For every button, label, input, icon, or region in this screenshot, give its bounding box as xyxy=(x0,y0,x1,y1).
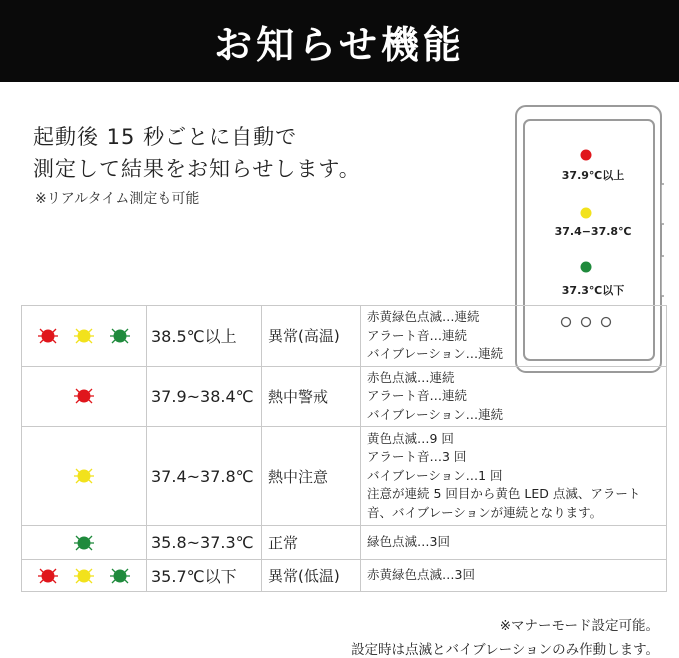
led-green-icon xyxy=(108,324,132,348)
led-red-icon xyxy=(36,564,60,588)
device-led-green xyxy=(581,262,592,273)
notification-actions xyxy=(361,306,667,367)
action-line: 黄色点滅…9 回 xyxy=(367,430,454,446)
notification-actions xyxy=(361,526,667,560)
led-red-icon xyxy=(36,324,60,348)
action-line: 赤黄緑色点滅…3回 xyxy=(367,567,475,583)
footer-note-1: ※マナーモード設定可能。 xyxy=(499,618,659,634)
device-label-high: 37.9℃以上 xyxy=(561,169,625,182)
action-line: アラート音…連続 xyxy=(367,388,468,403)
device-led-yellow xyxy=(581,208,592,219)
status-table xyxy=(21,305,667,592)
action-line: 緑色点滅…3回 xyxy=(367,534,450,550)
device-led-red xyxy=(581,150,592,161)
led-indicator-cell xyxy=(22,427,147,526)
action-line: バイブレーション…連続 xyxy=(367,406,504,422)
intro-line-1: 起動後 15 秒ごとに自動で xyxy=(33,125,298,149)
led-green-icon xyxy=(72,531,96,555)
table-row xyxy=(22,427,667,526)
action-line: バイブレーション…1 回 xyxy=(367,467,503,483)
led-red-icon xyxy=(72,384,96,408)
intro-text xyxy=(33,121,473,185)
table-row xyxy=(22,306,667,367)
led-yellow-icon xyxy=(72,564,96,588)
status-label: 異常(低温) xyxy=(262,560,361,592)
banner-title: お知らせ機能 xyxy=(214,22,465,67)
device-label-low: 37.3℃以下 xyxy=(561,284,625,297)
temperature-range: 38.5℃以上 xyxy=(147,306,262,367)
title-banner xyxy=(0,0,679,82)
action-line: アラート音…3 回 xyxy=(367,449,467,465)
footer-note-2: 設定時は点滅とバイブレーションのみ作動します。 xyxy=(351,642,659,658)
notification-actions xyxy=(361,427,667,526)
led-yellow-icon xyxy=(72,464,96,488)
led-yellow-icon xyxy=(72,324,96,348)
led-indicator-cell xyxy=(22,560,147,592)
status-label: 正常 xyxy=(262,526,361,560)
notification-actions xyxy=(361,560,667,592)
table-row xyxy=(22,526,667,560)
temperature-range: 37.4~37.8℃ xyxy=(147,427,262,526)
led-indicator-cell xyxy=(22,306,147,367)
led-green-icon xyxy=(108,564,132,588)
action-line: アラート音…連続 xyxy=(367,327,468,343)
temperature-range: 35.7℃以下 xyxy=(147,560,262,592)
table-row xyxy=(22,366,667,427)
status-label: 異常(高温) xyxy=(262,306,361,367)
temperature-range: 35.8~37.3℃ xyxy=(147,526,262,560)
action-line: バイブレーション…連続 xyxy=(367,346,504,361)
action-line: 注意が連続 5 回目から黄色 LED 点滅、アラート音、バイブレーションが連続となります。 xyxy=(367,486,641,520)
led-indicator-cell xyxy=(22,526,147,560)
intro-line-2: 測定して結果をお知らせします。 xyxy=(33,157,361,181)
realtime-note: ※リアルタイム測定も可能 xyxy=(35,191,200,207)
action-line: 赤黄緑色点滅…連続 xyxy=(367,309,480,324)
status-label: 熱中警戒 xyxy=(262,366,361,427)
action-line: 赤色点滅…連続 xyxy=(367,369,455,385)
notification-actions xyxy=(361,366,667,427)
temperature-range: 37.9~38.4℃ xyxy=(147,366,262,427)
led-indicator-cell xyxy=(22,366,147,427)
device-label-mid: 37.4−37.8℃ xyxy=(554,225,632,238)
table-row xyxy=(22,560,667,592)
status-label: 熱中注意 xyxy=(262,427,361,526)
